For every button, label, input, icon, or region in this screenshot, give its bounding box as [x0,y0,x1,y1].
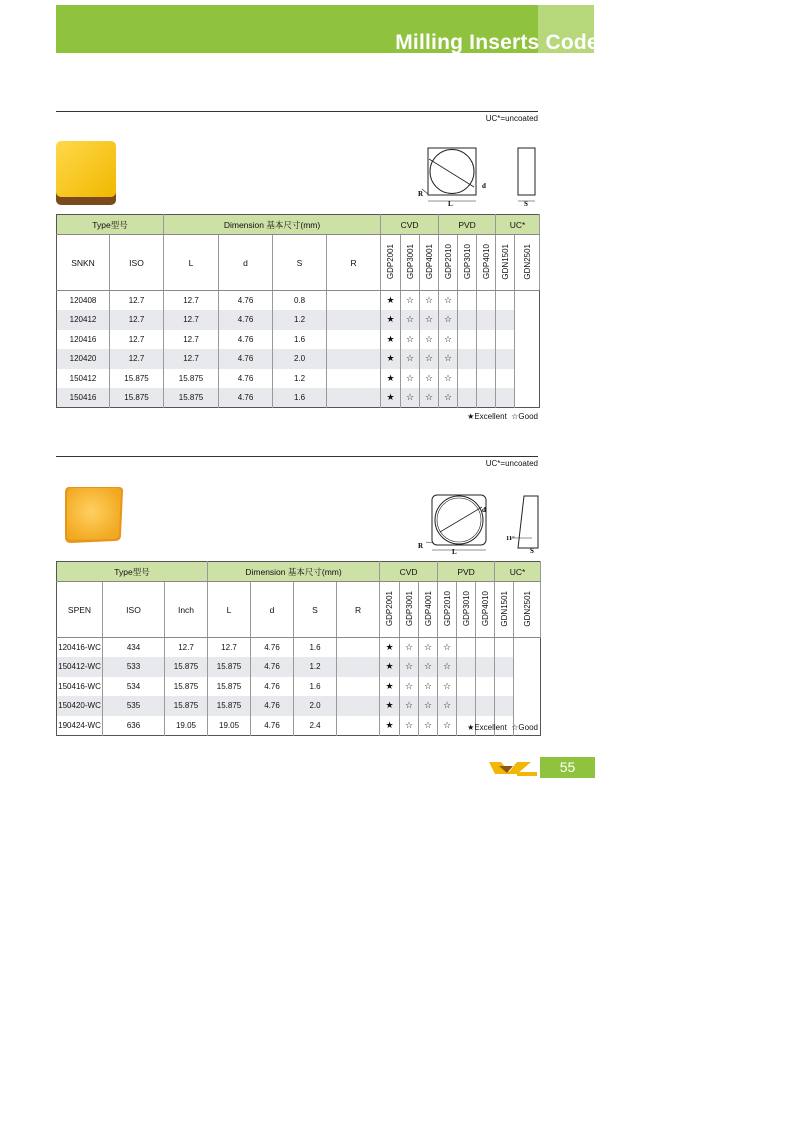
good-star-icon: ☆ [419,677,438,697]
cvd-header: CVD [380,562,438,582]
excellent-star-icon: ★ [467,412,475,421]
excellent-star-icon: ★ [380,696,400,716]
snkn-spec-table [56,214,540,408]
cell-r: 0.8 [273,291,327,311]
good-star-icon: ☆ [400,696,419,716]
grade-cell [496,291,515,311]
cell-s: 4.76 [251,657,294,677]
cell-d: 19.05 [208,716,251,736]
snkn-technical-drawing [414,145,539,207]
good-star-icon: ☆ [438,716,457,736]
grade-cell [337,657,380,677]
cell-inch: 636 [103,716,165,736]
drawing-label-L: L [448,200,453,207]
good-star-icon: ☆ [439,291,458,311]
S-header: S [273,235,327,291]
good-star-icon: ☆ [438,638,457,658]
grade-cell [457,638,476,658]
R-header: R [337,582,380,638]
grade-header: GDN2501 [522,243,532,280]
excellent-star-icon: ★ [381,369,401,389]
grade-cell [458,291,477,311]
good-star-icon: ☆ [439,330,458,350]
cell-s: 4.76 [251,716,294,736]
page-number: 55 [540,757,595,778]
spen-spec-table [56,561,541,736]
grade-cell [458,369,477,389]
uc-header: UC* [496,215,540,235]
drawing-label-R: R [418,190,424,198]
cell-iso: 120420 [57,349,110,369]
cvd-header: CVD [381,215,439,235]
grade-cell [327,369,381,389]
cell-iso: 120416 [57,330,110,350]
grade-cell [476,638,495,658]
cell-l: 12.7 [110,291,164,311]
cell-d: 15.875 [208,657,251,677]
grade-cell [327,330,381,350]
good-star-icon: ☆ [420,369,439,389]
uc-note: UC*=uncoated [485,114,538,123]
drawing-label-d: d [482,506,486,514]
legend-excellent: Excellent [474,412,507,421]
good-star-icon: ☆ [439,349,458,369]
cell-iso: 120416-WC [57,638,103,658]
cell-r: 1.2 [294,657,337,677]
d-header: d [219,235,273,291]
cell-s: 4.76 [219,388,273,408]
cell-l: 12.7 [110,349,164,369]
excellent-star-icon: ★ [381,310,401,330]
good-star-icon: ☆ [401,369,420,389]
good-star-icon: ☆ [400,657,419,677]
company-logo-icon [487,758,539,778]
cell-iso: 150416 [57,388,110,408]
table-row [57,677,541,697]
grade-cell [476,696,495,716]
grade-cell [337,716,380,736]
good-star-icon: ☆ [420,310,439,330]
excellent-star-icon: ★ [380,716,400,736]
grade-cell [495,638,514,658]
legend-excellent: Excellent [474,723,507,732]
snkn-insert-photo [56,141,116,207]
S-header: S [294,582,337,638]
grade-cell [496,388,515,408]
cell-d: 12.7 [164,291,219,311]
uc-header: UC* [495,562,541,582]
good-star-icon: ☆ [438,657,457,677]
cell-d: 15.875 [164,388,219,408]
grade-cell [496,310,515,330]
excellent-star-icon: ★ [467,723,475,732]
grade-header: GDP2001 [385,590,395,627]
drawing-label-R: R [418,542,424,550]
type-cell: SPEN [57,582,103,638]
cell-inch: 535 [103,696,165,716]
cell-s: 4.76 [251,677,294,697]
grade-header: GDP3010 [462,243,472,280]
grade-cell [477,369,496,389]
grade-cell [477,310,496,330]
grade-header: GDP2010 [442,590,452,627]
good-star-icon: ☆ [400,638,419,658]
good-star-icon: ☆ [401,291,420,311]
grade-cell [496,369,515,389]
grade-header: GDP3001 [404,590,414,627]
cell-l: 15.875 [165,677,208,697]
dimension-header: Dimension 基本尺寸(mm) [164,215,381,235]
good-star-icon: ☆ [420,349,439,369]
L-header: L [208,582,251,638]
grade-cell [457,696,476,716]
cell-l: 15.875 [110,388,164,408]
grade-cell [476,677,495,697]
cell-iso: 150420-WC [57,696,103,716]
pvd-header: PVD [438,562,495,582]
dimension-header: Dimension 基本尺寸(mm) [208,562,380,582]
grade-cell [477,349,496,369]
cell-r: 1.6 [294,677,337,697]
legend [467,412,538,421]
type-header: Type型号 [57,215,164,235]
cell-s: 4.76 [251,696,294,716]
cell-r: 2.0 [273,349,327,369]
cell-iso: 150416-WC [57,677,103,697]
good-star-icon: ☆ [401,310,420,330]
R-header: R [327,235,381,291]
grade-cell [457,657,476,677]
good-star-icon: ☆ [420,330,439,350]
grade-cell [327,310,381,330]
grade-cell [496,349,515,369]
excellent-star-icon: ★ [380,677,400,697]
type-cell: SNKN [57,235,110,291]
cell-l: 15.875 [110,369,164,389]
table-row [57,657,541,677]
cell-d: 12.7 [164,330,219,350]
drawing-label-angle: 11° [506,535,515,542]
grade-cell [477,291,496,311]
good-star-icon: ☆ [420,291,439,311]
grade-cell [495,657,514,677]
grade-cell [457,677,476,697]
good-star-icon: ☆ [419,716,438,736]
excellent-star-icon: ★ [380,638,400,658]
cell-r: 2.4 [294,716,337,736]
excellent-star-icon: ★ [381,349,401,369]
good-star-icon: ☆ [439,388,458,408]
grade-cell [458,388,477,408]
drawing-label-L: L [452,548,457,554]
grade-cell [496,330,515,350]
cell-r: 1.6 [273,330,327,350]
drawing-label-S: S [530,547,534,554]
cell-r: 1.6 [294,638,337,658]
section-divider [56,111,538,112]
cell-iso: 120408 [57,291,110,311]
grade-header: GDP2010 [443,243,453,280]
uc-note: UC*=uncoated [485,459,538,468]
good-star-icon: ☆ [419,696,438,716]
good-star-icon: ☆ [438,696,457,716]
cell-d: 12.7 [164,349,219,369]
grade-header: GDP4010 [480,590,490,627]
good-star-icon: ☆ [400,716,419,736]
grade-cell [337,696,380,716]
grade-header: GDP4001 [423,590,433,627]
cell-d: 15.875 [208,696,251,716]
grade-header: GDN1501 [499,590,509,627]
cell-iso: 120412 [57,310,110,330]
table-row [57,291,540,311]
grade-cell [327,291,381,311]
cell-r: 1.2 [273,310,327,330]
table-row [57,696,541,716]
good-star-icon: ☆ [401,349,420,369]
spen-insert-photo [63,485,125,545]
cell-l: 12.7 [110,330,164,350]
excellent-star-icon: ★ [381,388,401,408]
table-row [57,388,540,408]
cell-d: 12.7 [164,310,219,330]
table-row [57,369,540,389]
L-header: L [164,235,219,291]
cell-inch: 534 [103,677,165,697]
iso-header: ISO [103,582,165,638]
pvd-header: PVD [439,215,496,235]
table-row [57,330,540,350]
good-star-icon: ☆ [439,310,458,330]
grade-header: GDN2501 [522,590,532,627]
iso-header: ISO [110,235,164,291]
cell-l: 15.875 [165,696,208,716]
grade-header: GDP3001 [405,243,415,280]
cell-l: 19.05 [165,716,208,736]
cell-r: 1.6 [273,388,327,408]
legend-good: Good [518,412,538,421]
grade-cell [327,349,381,369]
good-star-icon: ☆ [511,412,519,421]
grade-header: GDN1501 [500,243,510,280]
grade-header: GDP3010 [461,590,471,627]
drawing-label-S: S [524,200,528,207]
cell-r: 1.2 [273,369,327,389]
good-star-icon: ☆ [401,388,420,408]
excellent-star-icon: ★ [380,657,400,677]
grade-cell [477,330,496,350]
grade-cell [477,388,496,408]
grade-header: GDP2001 [386,243,396,280]
good-star-icon: ☆ [438,677,457,697]
section-divider [56,456,538,457]
grade-cell [327,388,381,408]
cell-inch: 533 [103,657,165,677]
page-title: Milling Inserts Code 铣削刀片型号 [395,31,732,54]
grade-cell [495,677,514,697]
cell-d: 15.875 [164,369,219,389]
cell-d: 12.7 [208,638,251,658]
excellent-star-icon: ★ [381,330,401,350]
grade-cell [458,349,477,369]
cell-iso: 150412-WC [57,657,103,677]
grade-header: GDP4001 [424,243,434,280]
grade-cell [458,310,477,330]
good-star-icon: ☆ [419,657,438,677]
cell-r: 2.0 [294,696,337,716]
cell-iso: 150412 [57,369,110,389]
cell-s: 4.76 [219,291,273,311]
legend [467,723,538,732]
cell-l: 12.7 [165,638,208,658]
good-star-icon: ☆ [420,388,439,408]
cell-s: 4.76 [219,369,273,389]
good-star-icon: ☆ [401,330,420,350]
cell-l: 15.875 [165,657,208,677]
cell-d: 15.875 [208,677,251,697]
grade-cell [337,638,380,658]
good-star-icon: ☆ [439,369,458,389]
grade-cell [458,330,477,350]
cell-inch: 434 [103,638,165,658]
cell-s: 4.76 [219,349,273,369]
grade-cell [337,677,380,697]
cell-s: 4.76 [219,330,273,350]
good-star-icon: ☆ [419,638,438,658]
good-star-icon: ☆ [511,723,519,732]
d-header: d [251,582,294,638]
excellent-star-icon: ★ [381,291,401,311]
spen-technical-drawing [414,490,540,554]
table-row [57,310,540,330]
cell-s: 4.76 [251,638,294,658]
grade-cell [495,696,514,716]
cell-l: 12.7 [110,310,164,330]
table-row [57,638,541,658]
cell-iso: 190424-WC [57,716,103,736]
type-header: Type型号 [57,562,208,582]
cell-s: 4.76 [219,310,273,330]
inch-header: Inch [165,582,208,638]
grade-cell [476,657,495,677]
table-row [57,349,540,369]
grade-header: GDP4010 [481,243,491,280]
good-star-icon: ☆ [400,677,419,697]
drawing-label-d: d [482,182,486,190]
legend-good: Good [518,723,538,732]
